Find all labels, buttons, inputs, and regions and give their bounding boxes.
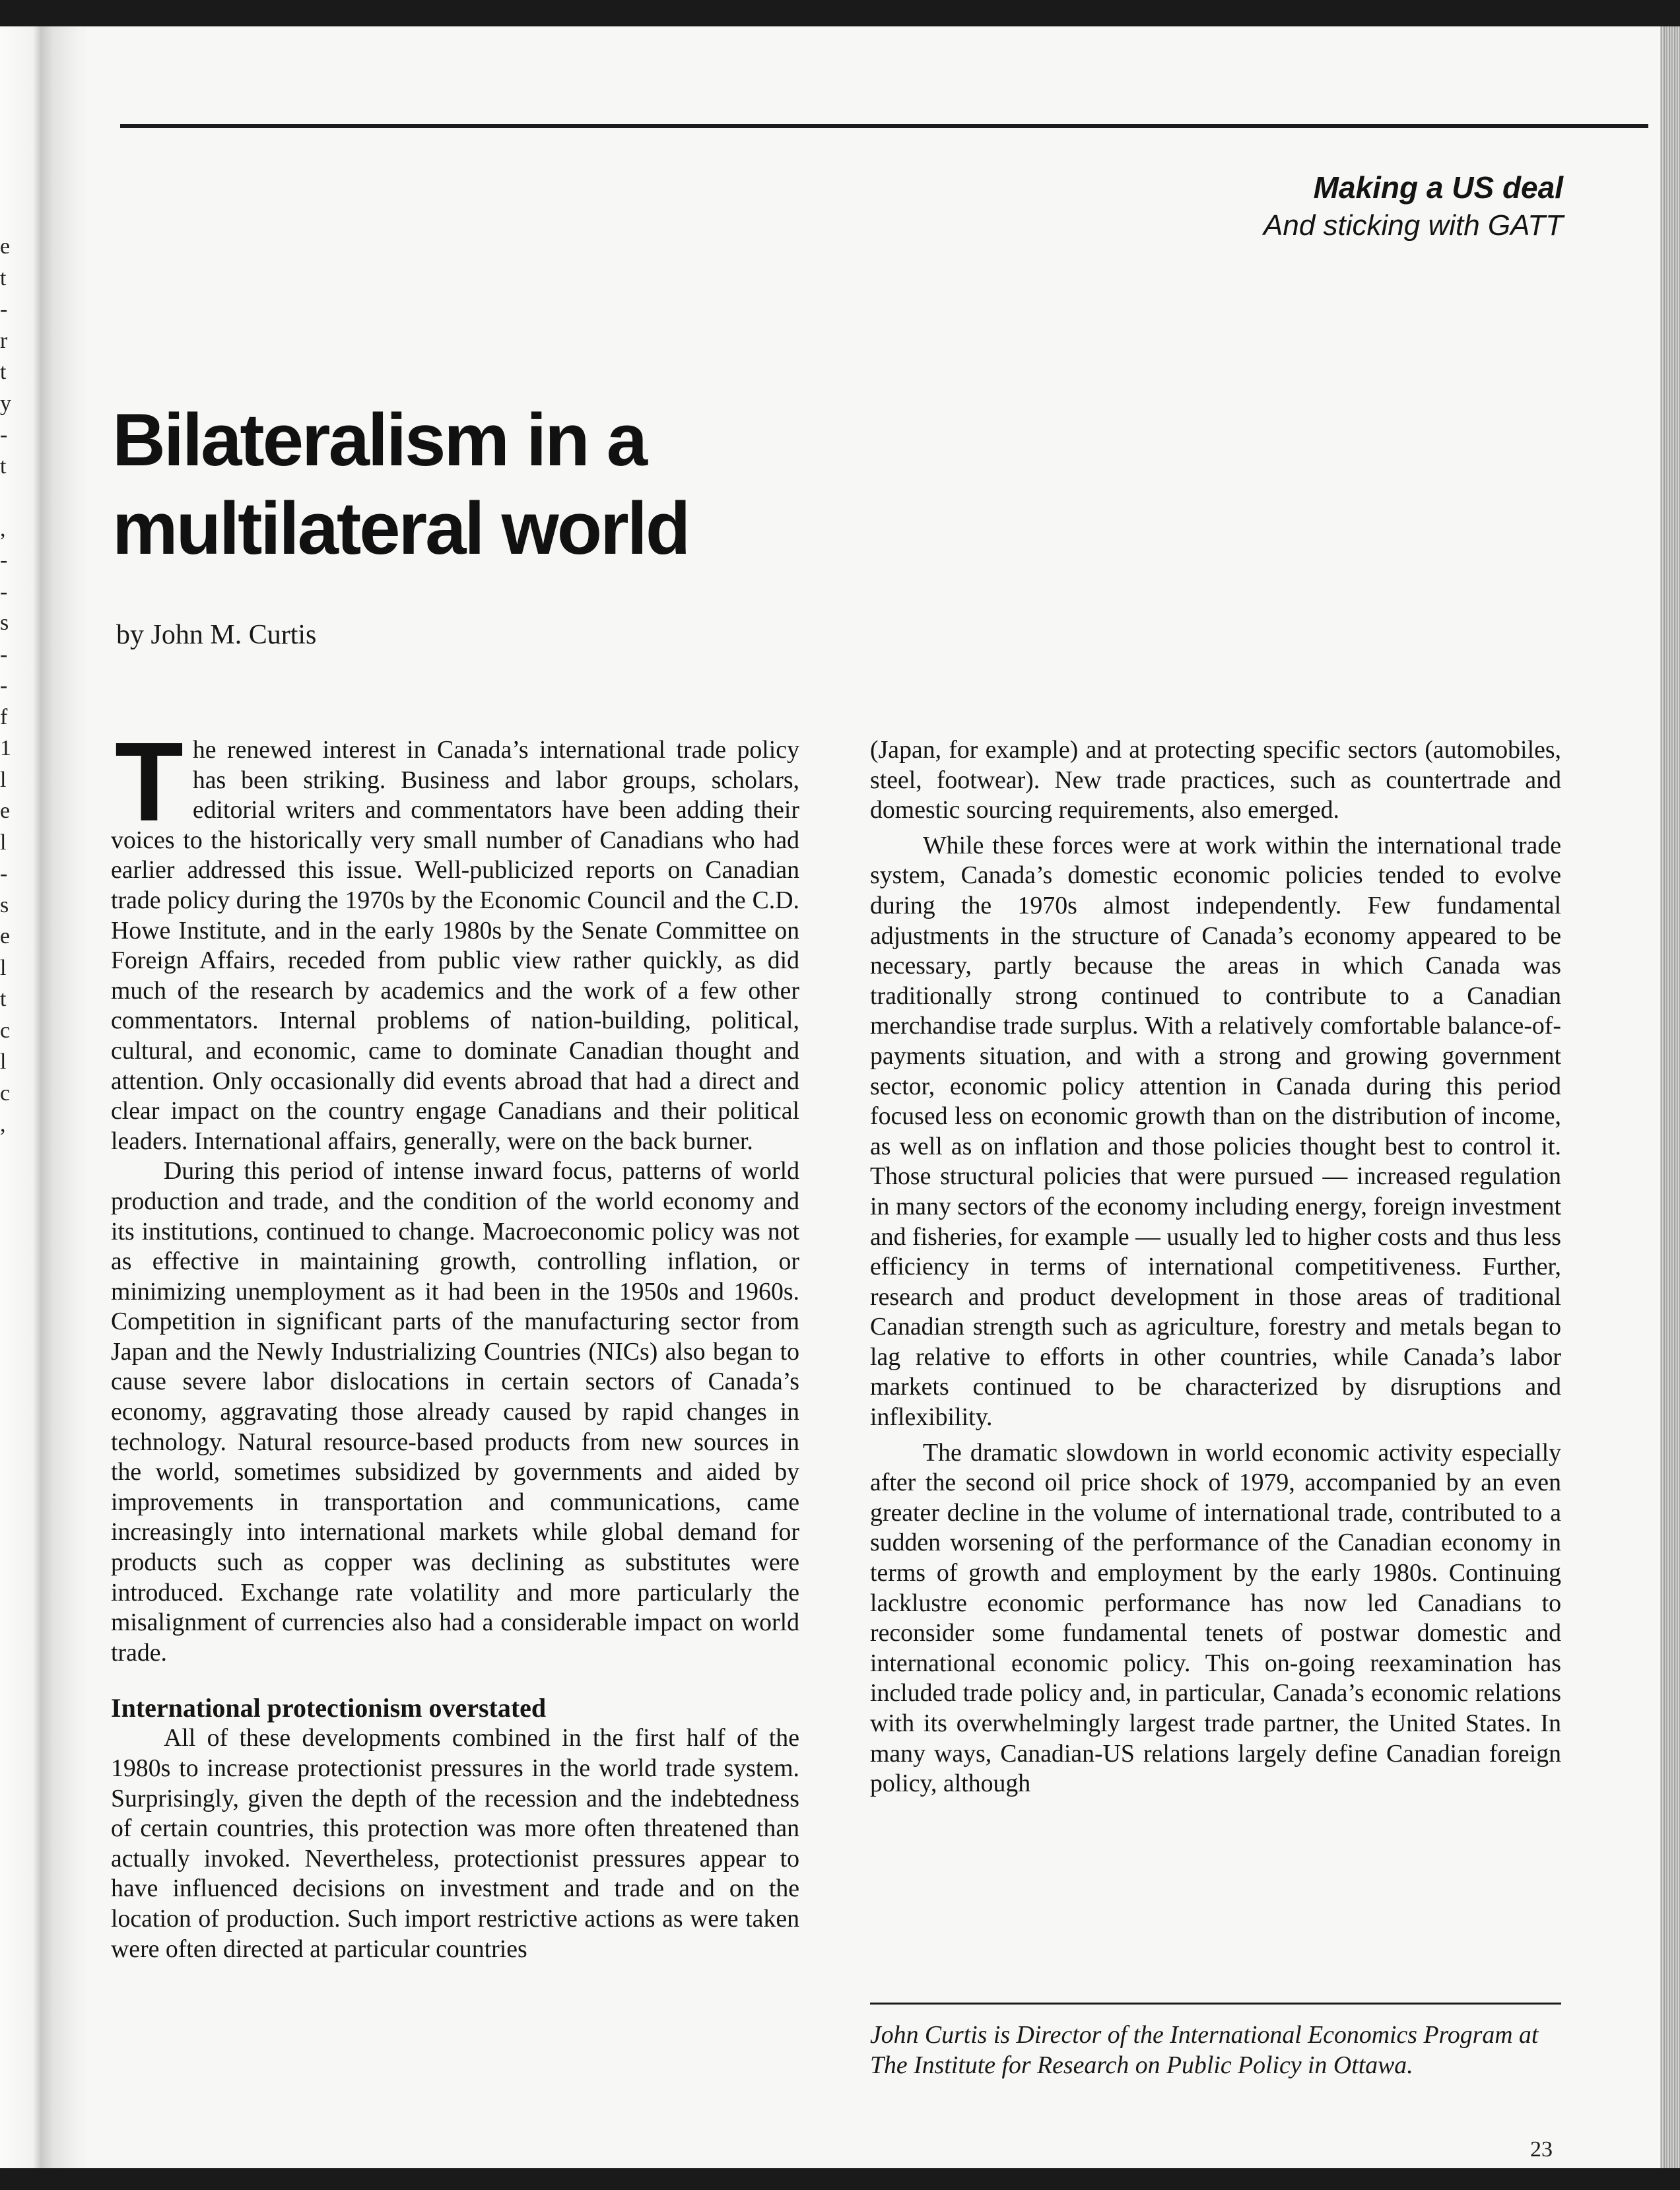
edge-glyph: ,	[0, 516, 6, 541]
edge-glyph: -	[0, 297, 8, 321]
top-rule	[120, 124, 1648, 128]
edge-glyph: -	[0, 861, 8, 886]
edge-glyph: l	[0, 1049, 7, 1074]
paragraph: (Japan, for example) and at protecting specific sectors (automobiles, steel, footwear). New trade practices, such as countertrade and domestic sourcing requirements, also emerged.	[870, 736, 1561, 824]
edge-glyph: ,	[0, 1112, 6, 1137]
page-stack-edge	[1660, 26, 1680, 2168]
edge-glyph: s	[0, 892, 9, 917]
edge-glyph: -	[0, 422, 8, 447]
section-kicker	[1263, 168, 1563, 245]
headline-line-1: Bilateralism in a	[112, 399, 646, 481]
column-right	[870, 735, 1561, 1799]
previous-page-edge	[0, 231, 26, 1141]
edge-glyph: e	[0, 924, 11, 948]
edge-glyph: -	[0, 642, 8, 667]
edge-glyph: t	[0, 265, 7, 290]
edge-glyph: f	[0, 704, 8, 729]
edge-glyph: e	[0, 234, 11, 259]
drop-cap: T	[115, 719, 184, 845]
paragraph	[111, 719, 799, 1156]
section-subhead: International protectionism overstated	[111, 1693, 547, 1723]
edge-glyph: r	[0, 328, 8, 353]
kicker-title: Making a US deal	[1313, 170, 1563, 205]
footnote-rule	[870, 2003, 1561, 2005]
edge-glyph	[0, 482, 26, 514]
byline: by John M. Curtis	[116, 620, 317, 650]
paragraph: The dramatic slowdown in world economic activity especially after the second oil price shock of 1979, accompanied by an even greater decline in the volume of international trade, contributed to a sudden worsening of the performance of the Canadian economy in terms of growth and employment by the early 1980s. Continuing lacklustre economic performance has now led Canadians to reconsider some fundamental tenets of postwar domestic and international economic policy. This on-going reexamination has included trade policy and, in particular, Canada’s economic relations with its overwhelmingly largest trade partner, the United States. In many ways, Canadian-US relations largely define Canadian foreign policy, although	[870, 1438, 1561, 1798]
edge-glyph: l	[0, 830, 7, 855]
edge-glyph: t	[0, 360, 7, 384]
article-headline	[112, 396, 1036, 573]
kicker-subtitle: And sticking with GATT	[1263, 209, 1563, 242]
author-note: John Curtis is Director of the International Economics Program at The Institute for Research on Public Policy in Ottawa.	[870, 2021, 1539, 2079]
page-number: 23	[1530, 2137, 1553, 2162]
edge-glyph: -	[0, 579, 8, 604]
edge-glyph: s	[0, 611, 9, 635]
edge-glyph: c	[0, 1018, 11, 1043]
headline-line-2: multilateral world	[112, 487, 689, 570]
edge-glyph: e	[0, 799, 11, 823]
magazine-page	[0, 26, 1680, 2168]
edge-glyph: t	[0, 453, 7, 479]
edge-glyph: l	[0, 955, 7, 980]
edge-glyph: t	[0, 987, 7, 1011]
edge-glyph: -	[0, 673, 8, 698]
edge-glyph: y	[0, 391, 11, 416]
paragraph: During this period of intense inward focus, patterns of world production and trade, and the condition of the world economy and its institutions, continued to change. Macroeconomic policy was not as effective in maintaining growth, controlling inflation, or minimizing unemployment as it had been in the 1950s and 1960s. Competition in significant parts of the manufacturing sector from Japan and the Newly Industrializing Countries (NICs) also began to cause severe labor dislocations in certain sectors of Canada’s economy, aggravating those already caused by rapid changes in technology. Natural resource-based products from new sources in the world, sometimes subsidized by governments and aided by improvements in transportation and communications, came increasingly into international markets while global demand for products such as copper was declining as substitutes were introduced. Exchange rate volatility and more particularly the misalignment of currencies also had a considerable impact on world trade.	[111, 1157, 799, 1667]
column-left	[111, 719, 799, 1964]
edge-glyph: 1	[0, 736, 11, 760]
edge-glyph: c	[0, 1080, 11, 1106]
edge-glyph: l	[0, 767, 7, 792]
edge-glyph: -	[0, 548, 8, 572]
paragraph-text: he renewed interest in Canada’s international trade policy has been striking. Business and labor groups, scholars, editorial writers and commentators have been adding their voices to the historically very small number of Canadians who had earlier addressed this issue. Well-publicized reports on Canadian trade policy during the 1970s by the Economic Council and the C.D. Howe Institute, and in the early 1980s by the Senate Committee on Foreign Affairs, receded from public view rather quickly, as did much of the research by academics and the work of a few other commentators. Internal problems of nation-building, political, cultural, and economic, came to dominate Canadian thought and attention. Only occasionally did events abroad that had a direct and clear impact on the country engage Canadians and their political leaders. International affairs, generally, were on the back burner.	[111, 736, 799, 1155]
paragraph: All of these developments combined in the first half of the 1980s to increase protectionist pressures in the world trade system. Surprisingly, given the depth of the recession and the indebtedness of certain countries, this protection was more often threatened than actually invoked. Nevertheless, protectionist pressures appear to have influenced decisions on investment and trade and on the location of production. Such import restrictive actions as were taken were often directed at particular countries	[111, 1724, 799, 1963]
paragraph: While these forces were at work within the international trade system, Canada’s domestic economic policies tended to evolve during the 1970s almost independently. Few fundamental adjustments in the structure of Canada’s economy appeared to be necessary, partly because the areas in which Canada was traditionally strong continued to contribute to a Canadian merchandise trade surplus. With a relatively comfortable balance-of-payments situation, and with a strong and growing government sector, economic policy attention in Canada during this period focused less on economic growth than on the distribution of income, as well as on inflation and those policies thought best to control it. Those structural policies that were pursued — increased regulation in many sectors of the economy including energy, foreign investment and fisheries, for example — usually led to higher costs and thus less efficiency in terms of international competitiveness. Further, research and product development in those areas of traditional Canadian strength such as agriculture, forestry and metals began to lag relative to efforts in other countries, while Canada’s labor markets continued to be characterized by disruptions and inflexibility.	[870, 831, 1561, 1432]
